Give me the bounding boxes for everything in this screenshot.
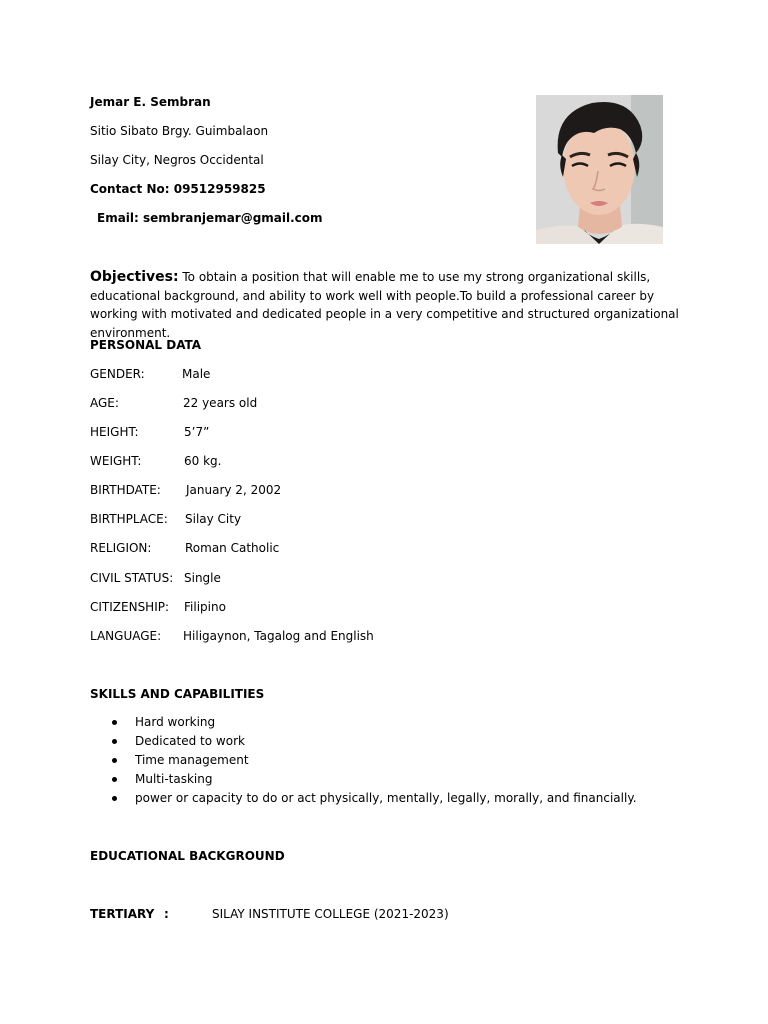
skills-list [90, 713, 637, 808]
field-value: Hiligaynon, Tagalog and English [183, 629, 374, 643]
field-value: January 2, 2002 [186, 483, 282, 497]
education-separator: : [164, 907, 169, 921]
bullet-icon [112, 796, 117, 801]
list-item [90, 713, 637, 732]
field-label: RELIGION: [90, 541, 152, 555]
field-label: WEIGHT: [90, 454, 142, 468]
field-label: CIVIL STATUS: [90, 571, 174, 585]
field-value: Male [182, 367, 211, 381]
objectives-label: Objectives: [90, 269, 179, 285]
field-label: HEIGHT: [90, 425, 139, 439]
skill-text: power or capacity to do or act physically, mentally, legally, morally, and financially. [135, 791, 637, 805]
field-value: Filipino [184, 600, 226, 614]
skill-text: Dedicated to work [135, 734, 245, 748]
address-line-2: Silay City, Negros Occidental [90, 153, 264, 167]
personal-data-heading: PERSONAL DATA [90, 338, 202, 352]
field-value: Silay City [185, 512, 242, 526]
field-label: AGE: [90, 396, 119, 410]
skill-text: Time management [135, 753, 249, 767]
education-heading: EDUCATIONAL BACKGROUND [90, 849, 285, 863]
skills-heading: SKILLS AND CAPABILITIES [90, 687, 265, 701]
education-level: TERTIARY [90, 907, 155, 921]
profile-photo [536, 95, 663, 244]
list-item [90, 751, 637, 770]
field-value: Single [184, 571, 221, 585]
field-label: BIRTHPLACE: [90, 512, 168, 526]
applicant-name: Jemar E. Sembran [90, 95, 211, 109]
education-school: SILAY INSTITUTE COLLEGE (2021-2023) [212, 907, 449, 921]
contact-number: Contact No: 09512959825 [90, 182, 266, 196]
address-line-1: Sitio Sibato Brgy. Guimbalaon [90, 124, 269, 138]
field-label: BIRTHDATE: [90, 483, 161, 497]
objectives-text: To obtain a position that will enable me to use my strong organizational skills, educational background, and ability to work well with people.To build a professional career by working with motivated and dedicated people in a very competitive and structured organizational environment. [90, 270, 679, 340]
list-item [90, 770, 637, 789]
objectives-paragraph [90, 268, 680, 342]
field-value: 22 years old [183, 396, 258, 410]
skill-text: Hard working [135, 715, 216, 729]
field-value: Roman Catholic [185, 541, 280, 555]
list-item [90, 789, 637, 808]
field-value: 60 kg. [184, 454, 222, 468]
field-label: LANGUAGE: [90, 629, 162, 643]
bullet-icon [112, 739, 117, 744]
field-label: GENDER: [90, 367, 145, 381]
bullet-icon [112, 777, 117, 782]
bullet-icon [112, 758, 117, 763]
skill-text: Multi-tasking [135, 772, 213, 786]
list-item [90, 732, 637, 751]
field-label: CITIZENSHIP: [90, 600, 170, 614]
field-value: 5’7” [184, 425, 210, 439]
bullet-icon [112, 720, 117, 725]
email-address: Email: sembranjemar@gmail.com [97, 211, 323, 225]
